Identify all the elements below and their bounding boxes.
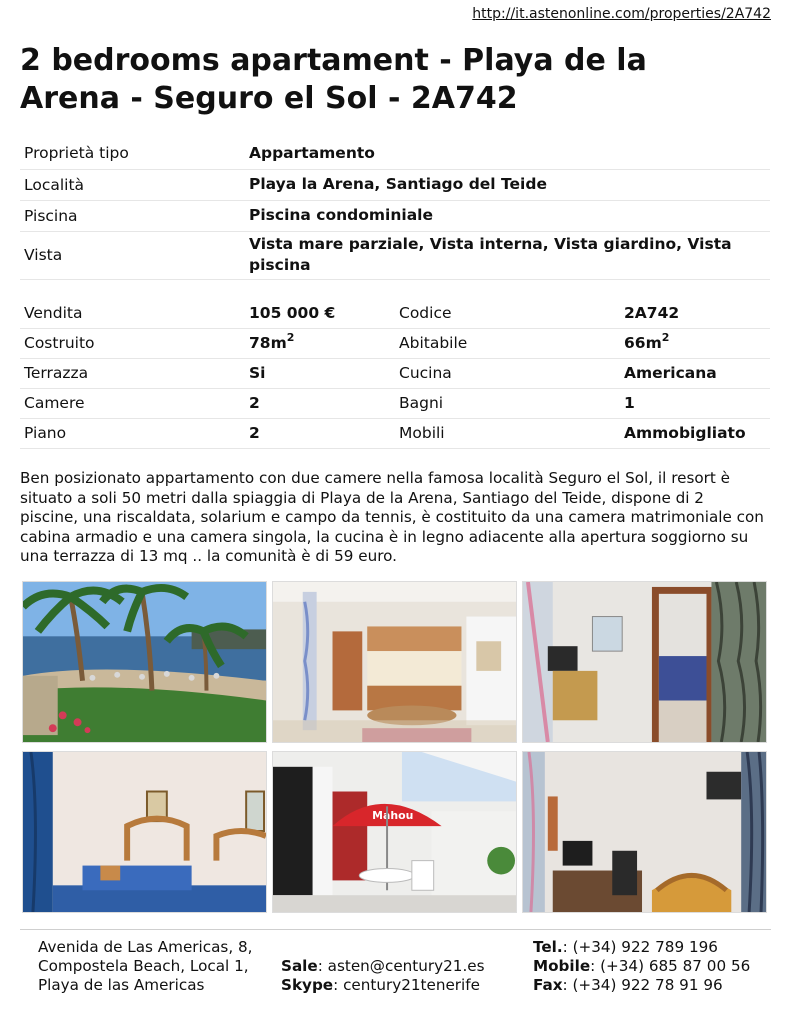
page-title: 2 bedrooms apartament - Playa de la Arena - Seguro el Sol - 2A742 bbox=[20, 43, 647, 116]
built-value: $78m^2$ bbox=[245, 328, 395, 358]
sale-label: Vendita bbox=[20, 298, 245, 328]
terrace-label: Terrazza bbox=[20, 358, 245, 388]
table-row bbox=[20, 388, 770, 418]
fax-contact: Fax: (+34) 922 78 91 96 bbox=[533, 976, 723, 994]
table-row bbox=[20, 200, 770, 231]
bedrooms-label: Camere bbox=[20, 388, 245, 418]
table-row bbox=[20, 328, 770, 358]
kitchen-value: Americana bbox=[620, 358, 770, 388]
floor-value: 2 bbox=[245, 418, 395, 448]
address-line: Playa de las Americas bbox=[38, 976, 205, 994]
footer-address bbox=[38, 938, 252, 995]
skype-label: Skype bbox=[281, 976, 334, 994]
furniture-label: Mobili bbox=[395, 418, 620, 448]
pool-label: Piscina bbox=[20, 200, 245, 231]
floor-label: Piano bbox=[20, 418, 245, 448]
mobile-contact: Mobile: (+34) 685 87 00 56 bbox=[533, 957, 751, 975]
tel-label: Tel. bbox=[533, 938, 563, 956]
sale-email-label: Sale bbox=[281, 957, 318, 975]
furniture-value: Ammobigliato bbox=[620, 418, 770, 448]
property-description: Ben posizionato appartamento con due camere nella famosa località Seguro el Sol, il resort è situato a soli 50 metri dalla spiaggia di Playa de la Arena, Santiago del Teide, dispone di 2 piscine, una riscaldata, solarium e campo da tennis, è costituito da una camera matrimoniale con cabina armadio e una camera singola, la cucina è in legno adiacente alla apertura soggiorno su una terrazza di 13 mq .. la comunità è di 59 euro. bbox=[20, 469, 764, 565]
tel-value[interactable]: (+34) 922 789 196 bbox=[572, 938, 718, 956]
terrace-umbrella-image bbox=[273, 752, 516, 912]
table-row bbox=[20, 231, 770, 279]
photo-living-bedroom-door[interactable] bbox=[522, 581, 767, 743]
pool-value: Piscina condominiale bbox=[245, 200, 770, 231]
photo-double-bedroom[interactable] bbox=[22, 751, 267, 913]
living-bedroom-image bbox=[523, 582, 766, 742]
specs-table bbox=[20, 298, 770, 449]
double-bedroom-image bbox=[23, 752, 266, 912]
view-label: Vista bbox=[20, 231, 245, 279]
footer-contact-phones bbox=[533, 938, 750, 995]
kitchen-label: Cucina bbox=[395, 358, 620, 388]
terrace-value: Si bbox=[245, 358, 395, 388]
tel-contact: Tel.: (+34) 922 789 196 bbox=[533, 938, 718, 956]
photo-single-bedroom-desk[interactable] bbox=[522, 751, 767, 913]
fax-value: (+34) 922 78 91 96 bbox=[572, 976, 723, 994]
built-label: Costruito bbox=[20, 328, 245, 358]
table-row bbox=[20, 298, 770, 328]
location-label: Località bbox=[20, 169, 245, 200]
table-row bbox=[20, 138, 770, 169]
footer-divider bbox=[20, 929, 771, 930]
living-label: Abitabile bbox=[395, 328, 620, 358]
sale-price-value: 105 000 € bbox=[245, 298, 395, 328]
living-value: $66m^2$ bbox=[620, 328, 770, 358]
code-label: Codice bbox=[395, 298, 620, 328]
address-line: Compostela Beach, Local 1, bbox=[38, 957, 249, 975]
sale-email-value[interactable]: asten@century21.es bbox=[327, 957, 485, 975]
single-bedroom-image bbox=[523, 752, 766, 912]
kitchen-living-image bbox=[273, 582, 516, 742]
photo-terrace-umbrella[interactable] bbox=[272, 751, 517, 913]
code-value: 2A742 bbox=[620, 298, 770, 328]
sale-email: Sale: asten@century21.es bbox=[281, 957, 485, 975]
table-row bbox=[20, 358, 770, 388]
property-type-value: Appartamento bbox=[245, 138, 770, 169]
property-info-table bbox=[20, 138, 770, 280]
photo-kitchen-living[interactable] bbox=[272, 581, 517, 743]
property-url-link[interactable]: http://it.astenonline.com/properties/2A742 bbox=[472, 6, 771, 22]
mobile-value[interactable]: (+34) 685 87 00 56 bbox=[600, 957, 751, 975]
footer-contact-online bbox=[281, 957, 485, 995]
bedrooms-value: 2 bbox=[245, 388, 395, 418]
mobile-label: Mobile bbox=[533, 957, 591, 975]
skype-contact: Skype: century21tenerife bbox=[281, 976, 480, 994]
bathrooms-value: 1 bbox=[620, 388, 770, 418]
beach-palms-image bbox=[23, 582, 266, 742]
fax-label: Fax bbox=[533, 976, 563, 994]
umbrella-brand-text: Mahou bbox=[372, 809, 414, 823]
property-type-label: Proprietà tipo bbox=[20, 138, 245, 169]
address-line: Avenida de Las Americas, 8, bbox=[38, 938, 253, 956]
skype-value[interactable]: century21tenerife bbox=[343, 976, 480, 994]
location-value: Playa la Arena, Santiago del Teide bbox=[245, 169, 770, 200]
table-row bbox=[20, 418, 770, 448]
table-row bbox=[20, 169, 770, 200]
bathrooms-label: Bagni bbox=[395, 388, 620, 418]
photo-beach-palms[interactable] bbox=[22, 581, 267, 743]
view-value: Vista mare parziale, Vista interna, Vista giardino, Vista piscina bbox=[245, 231, 770, 279]
